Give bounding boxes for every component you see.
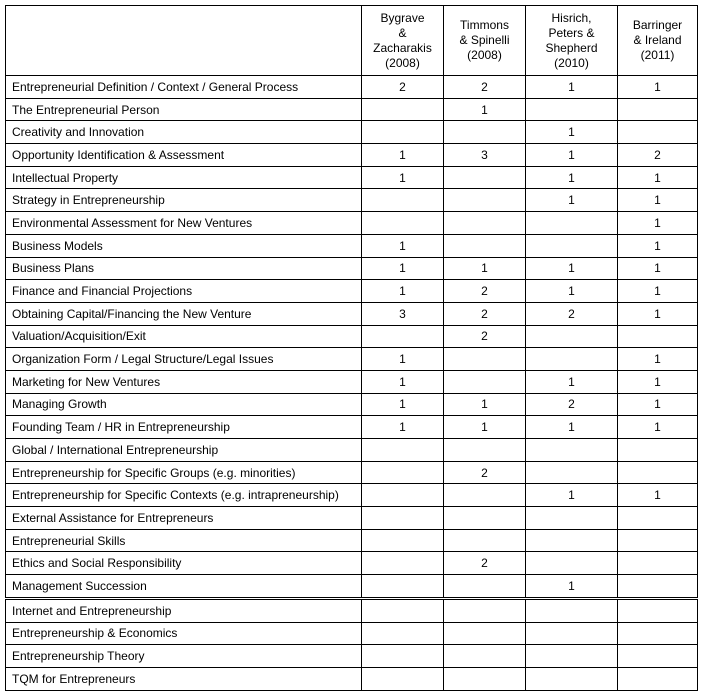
count-cell: [362, 325, 444, 348]
topic-cell: Entrepreneurial Definition / Context / General Process: [6, 76, 362, 99]
table-row: [6, 121, 698, 144]
count-cell: 1: [618, 370, 698, 393]
header-line: Zacharakis: [373, 40, 432, 55]
header-cell-bygrave: [362, 6, 444, 76]
topic-cell: Obtaining Capital/Financing the New Venture: [6, 302, 362, 325]
count-cell: 1: [526, 575, 618, 599]
table-row: [6, 529, 698, 552]
count-cell: 1: [618, 348, 698, 371]
table-row: [6, 348, 698, 371]
table-row: [6, 212, 698, 235]
count-cell: 2: [444, 76, 526, 99]
count-cell: 3: [362, 302, 444, 325]
count-cell: [526, 439, 618, 462]
count-cell: 1: [618, 189, 698, 212]
header-line: (2008): [467, 48, 502, 62]
count-cell: 1: [362, 348, 444, 371]
header-line: Hisrich,: [551, 10, 592, 25]
count-cell: [362, 667, 444, 690]
table-row: [6, 393, 698, 416]
count-cell: 2: [444, 461, 526, 484]
header-line: &: [398, 25, 407, 40]
count-cell: [526, 461, 618, 484]
count-cell: 1: [444, 98, 526, 121]
header-line: Bygrave: [380, 10, 425, 25]
table-row: [6, 416, 698, 439]
topic-cell: Business Plans: [6, 257, 362, 280]
count-cell: 1: [526, 280, 618, 303]
table-row: [6, 667, 698, 690]
topic-cell: Internet and Entrepreneurship: [6, 598, 362, 622]
count-cell: [618, 645, 698, 668]
count-cell: [444, 598, 526, 622]
count-cell: 1: [526, 257, 618, 280]
count-cell: 1: [618, 484, 698, 507]
table-row: [6, 280, 698, 303]
count-cell: 2: [444, 325, 526, 348]
count-cell: 1: [362, 257, 444, 280]
count-cell: 1: [618, 280, 698, 303]
count-cell: 2: [362, 76, 444, 99]
count-cell: 1: [526, 370, 618, 393]
count-cell: [444, 645, 526, 668]
header-line: (2010): [554, 55, 589, 70]
table-row: [6, 622, 698, 645]
count-cell: 1: [618, 166, 698, 189]
count-cell: [618, 461, 698, 484]
table-row: [6, 76, 698, 99]
count-cell: [618, 598, 698, 622]
table-row: [6, 257, 698, 280]
topic-cell: Ethics and Social Responsibility: [6, 552, 362, 575]
count-cell: 1: [362, 144, 444, 167]
count-cell: 1: [526, 121, 618, 144]
count-cell: 2: [526, 302, 618, 325]
count-cell: [362, 121, 444, 144]
textbook-topic-table: [5, 5, 698, 691]
count-cell: 1: [362, 393, 444, 416]
count-cell: 1: [618, 302, 698, 325]
header-line: Peters &: [548, 25, 595, 40]
count-cell: [526, 325, 618, 348]
count-cell: [618, 552, 698, 575]
table-row: [6, 234, 698, 257]
count-cell: [526, 552, 618, 575]
header-row: [6, 6, 698, 76]
topic-cell: Global / International Entrepreneurship: [6, 439, 362, 462]
count-cell: 3: [444, 144, 526, 167]
header-cell-hisrich: [526, 6, 618, 76]
topic-cell: Entrepreneurship for Specific Groups (e.g. minorities): [6, 461, 362, 484]
header-line: Shepherd: [545, 40, 598, 55]
table-row: [6, 302, 698, 325]
topic-cell: Founding Team / HR in Entrepreneurship: [6, 416, 362, 439]
count-cell: [526, 598, 618, 622]
count-cell: 1: [618, 393, 698, 416]
topic-cell: Organization Form / Legal Structure/Legal Issues: [6, 348, 362, 371]
table-row: [6, 552, 698, 575]
table-row: [6, 144, 698, 167]
count-cell: [618, 439, 698, 462]
count-cell: 1: [526, 416, 618, 439]
topic-cell: External Assistance for Entrepreneurs: [6, 507, 362, 530]
topic-cell: Intellectual Property: [6, 166, 362, 189]
table-row: [6, 507, 698, 530]
topic-cell: Environmental Assessment for New Ventures: [6, 212, 362, 235]
table-row: [6, 645, 698, 668]
count-cell: [362, 484, 444, 507]
count-cell: [444, 507, 526, 530]
table-row: [6, 484, 698, 507]
table-row: [6, 189, 698, 212]
count-cell: 1: [526, 76, 618, 99]
count-cell: [526, 234, 618, 257]
count-cell: [444, 166, 526, 189]
topic-cell: Management Succession: [6, 575, 362, 599]
count-cell: [618, 98, 698, 121]
count-cell: [444, 667, 526, 690]
count-cell: [362, 98, 444, 121]
count-cell: 1: [526, 144, 618, 167]
count-cell: 1: [526, 166, 618, 189]
count-cell: [362, 598, 444, 622]
count-cell: [362, 507, 444, 530]
count-cell: 1: [362, 234, 444, 257]
count-cell: [526, 348, 618, 371]
count-cell: [362, 529, 444, 552]
count-cell: [526, 667, 618, 690]
table-row: [6, 98, 698, 121]
count-cell: 1: [618, 212, 698, 235]
table-body: [6, 76, 698, 691]
count-cell: 1: [362, 166, 444, 189]
count-cell: [444, 121, 526, 144]
count-cell: [526, 98, 618, 121]
count-cell: 1: [362, 416, 444, 439]
count-cell: [618, 121, 698, 144]
count-cell: [526, 645, 618, 668]
count-cell: [618, 667, 698, 690]
count-cell: [362, 622, 444, 645]
count-cell: 2: [444, 302, 526, 325]
topic-cell: The Entrepreneurial Person: [6, 98, 362, 121]
count-cell: 2: [444, 552, 526, 575]
header-cell-barringer: [618, 6, 698, 76]
count-cell: [444, 575, 526, 599]
count-cell: 1: [618, 76, 698, 99]
count-cell: [618, 325, 698, 348]
count-cell: 1: [526, 484, 618, 507]
count-cell: [526, 212, 618, 235]
count-cell: [618, 575, 698, 599]
count-cell: [526, 529, 618, 552]
topic-cell: TQM for Entrepreneurs: [6, 667, 362, 690]
count-cell: 1: [618, 257, 698, 280]
topic-cell: Creativity and Innovation: [6, 121, 362, 144]
count-cell: 1: [444, 393, 526, 416]
count-cell: [444, 529, 526, 552]
count-cell: 1: [362, 370, 444, 393]
topic-cell: Valuation/Acquisition/Exit: [6, 325, 362, 348]
count-cell: 2: [444, 280, 526, 303]
header-line: & Spinelli: [459, 33, 510, 47]
count-cell: [362, 575, 444, 599]
table-row: [6, 166, 698, 189]
header-cell-timmons: [444, 6, 526, 76]
table-row: [6, 461, 698, 484]
header-line: (2011): [640, 48, 675, 62]
count-cell: [526, 507, 618, 530]
count-cell: [444, 622, 526, 645]
header-line: Timmons: [460, 18, 509, 32]
count-cell: [362, 645, 444, 668]
count-cell: 1: [618, 416, 698, 439]
count-cell: [618, 622, 698, 645]
count-cell: [362, 212, 444, 235]
count-cell: [618, 507, 698, 530]
count-cell: [444, 439, 526, 462]
topic-cell: Entrepreneurship & Economics: [6, 622, 362, 645]
topic-cell: Strategy in Entrepreneurship: [6, 189, 362, 212]
table-row: [6, 439, 698, 462]
count-cell: [444, 370, 526, 393]
count-cell: [444, 189, 526, 212]
count-cell: 2: [618, 144, 698, 167]
topic-cell: Finance and Financial Projections: [6, 280, 362, 303]
header-cell-topic: [6, 6, 362, 76]
count-cell: 1: [444, 416, 526, 439]
header-line: & Ireland: [633, 33, 682, 47]
table-row: [6, 325, 698, 348]
count-cell: [618, 529, 698, 552]
count-cell: [444, 212, 526, 235]
count-cell: 1: [362, 280, 444, 303]
count-cell: [362, 439, 444, 462]
topic-cell: Entrepreneurship for Specific Contexts (e.g. intrapreneurship): [6, 484, 362, 507]
topic-cell: Opportunity Identification & Assessment: [6, 144, 362, 167]
count-cell: [444, 234, 526, 257]
topic-cell: Business Models: [6, 234, 362, 257]
count-cell: [526, 622, 618, 645]
table-row: [6, 575, 698, 599]
header-line: (2008): [385, 55, 420, 70]
count-cell: [362, 189, 444, 212]
header-line: Barringer: [632, 18, 683, 32]
topic-cell: Entrepreneurial Skills: [6, 529, 362, 552]
count-cell: [444, 348, 526, 371]
count-cell: 1: [444, 257, 526, 280]
count-cell: 1: [526, 189, 618, 212]
table-row: [6, 370, 698, 393]
count-cell: 1: [618, 234, 698, 257]
count-cell: [444, 484, 526, 507]
topic-cell: Managing Growth: [6, 393, 362, 416]
topic-cell: Marketing for New Ventures: [6, 370, 362, 393]
count-cell: 2: [526, 393, 618, 416]
topic-cell: Entrepreneurship Theory: [6, 645, 362, 668]
count-cell: [362, 461, 444, 484]
count-cell: [362, 552, 444, 575]
table-row: [6, 598, 698, 622]
